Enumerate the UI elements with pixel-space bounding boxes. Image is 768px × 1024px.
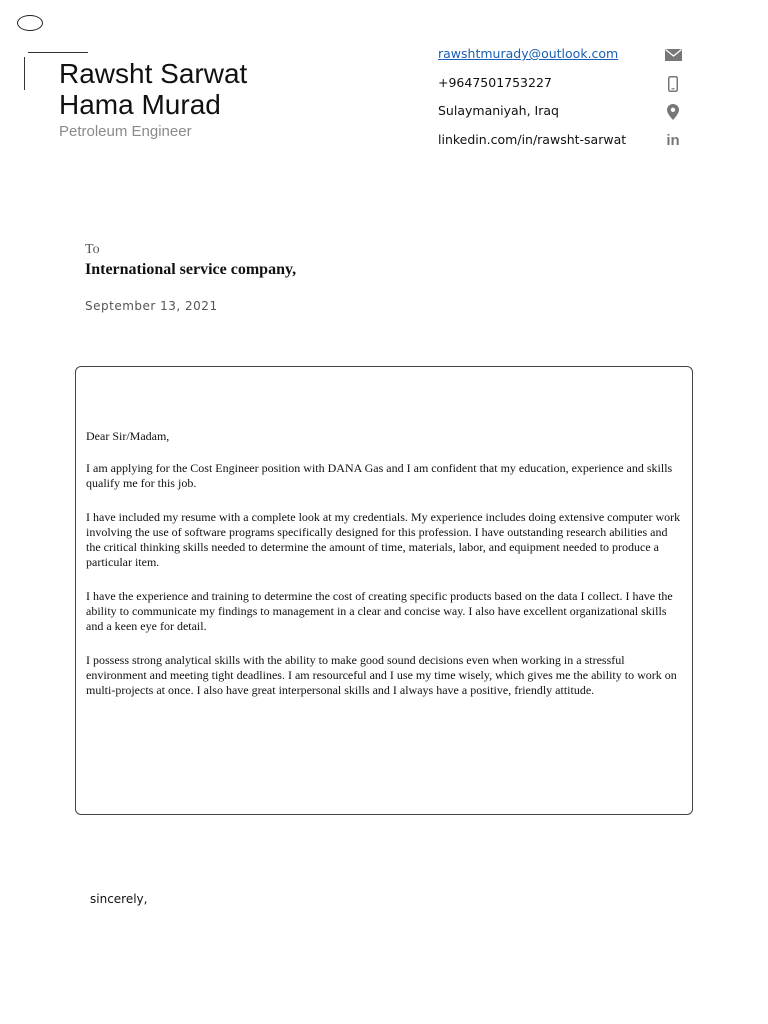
linkedin-text[interactable]: linkedin.com/in/rawsht-sarwat xyxy=(438,131,627,147)
salutation: Dear Sir/Madam, xyxy=(86,429,170,443)
contact-location-row xyxy=(438,101,688,130)
recipient-company: International service company, xyxy=(85,261,297,278)
email-link[interactable]: rawshtmurady@outlook.com xyxy=(438,46,619,61)
applicant-name-line1: Rawsht Sarwat xyxy=(59,58,248,89)
to-label: To xyxy=(85,242,100,257)
linkedin-icon: in xyxy=(666,132,680,149)
location-text: Sulaymaniyah, Iraq xyxy=(438,103,559,118)
applicant-name xyxy=(59,58,247,120)
letter-paragraph-1: I am applying for the Cost Engineer position with DANA Gas and I am confident that my education, experience and skills qualify me for this job. xyxy=(86,461,673,490)
phone-icon xyxy=(664,75,682,93)
contact-block xyxy=(438,44,688,158)
letter-body-box xyxy=(75,366,693,815)
location-pin-icon xyxy=(664,103,682,121)
applicant-role: Petroleum Engineer xyxy=(59,123,192,140)
letter-body xyxy=(86,429,682,717)
contact-linkedin-row xyxy=(438,130,688,159)
closing: sincerely, xyxy=(90,892,148,906)
letter-date: September 13, 2021 xyxy=(85,299,218,313)
envelope-icon xyxy=(664,46,682,64)
applicant-name-line2: Hama Murad xyxy=(59,89,221,120)
phone-number: +9647501753227 xyxy=(438,74,552,90)
letter-paragraph-2: I have included my resume with a complete look at my credentials. My experience includes doing extensive computer work involving the use of software programs specifically designed for this profession. I have outstanding research abilities and the critical thinking skills needed to determine the amount of time, materials, labor, and equipment needed to produce a particular item. xyxy=(86,510,681,569)
decorative-horizontal-line xyxy=(28,52,88,53)
decorative-ellipse xyxy=(17,15,43,31)
decorative-vertical-line xyxy=(24,57,25,90)
contact-phone-row xyxy=(438,73,688,102)
letter-paragraph-3: I have the experience and training to determine the cost of creating specific products based on the data I collect. I have the ability to communicate my findings to management in a clear and concise way. I also have excellent organizational skills and a keen eye for detail. xyxy=(86,589,673,633)
contact-email-row xyxy=(438,44,688,73)
letter-paragraph-4: I possess strong analytical skills with the ability to make good sound decisions even when working in a stressful environment and meeting tight deadlines. I am resourceful and I use my time wisely, which gives me the ability to work on multi-projects at once. I also have great interpersonal skills and I always have a positive, friendly attitude. xyxy=(86,653,677,697)
